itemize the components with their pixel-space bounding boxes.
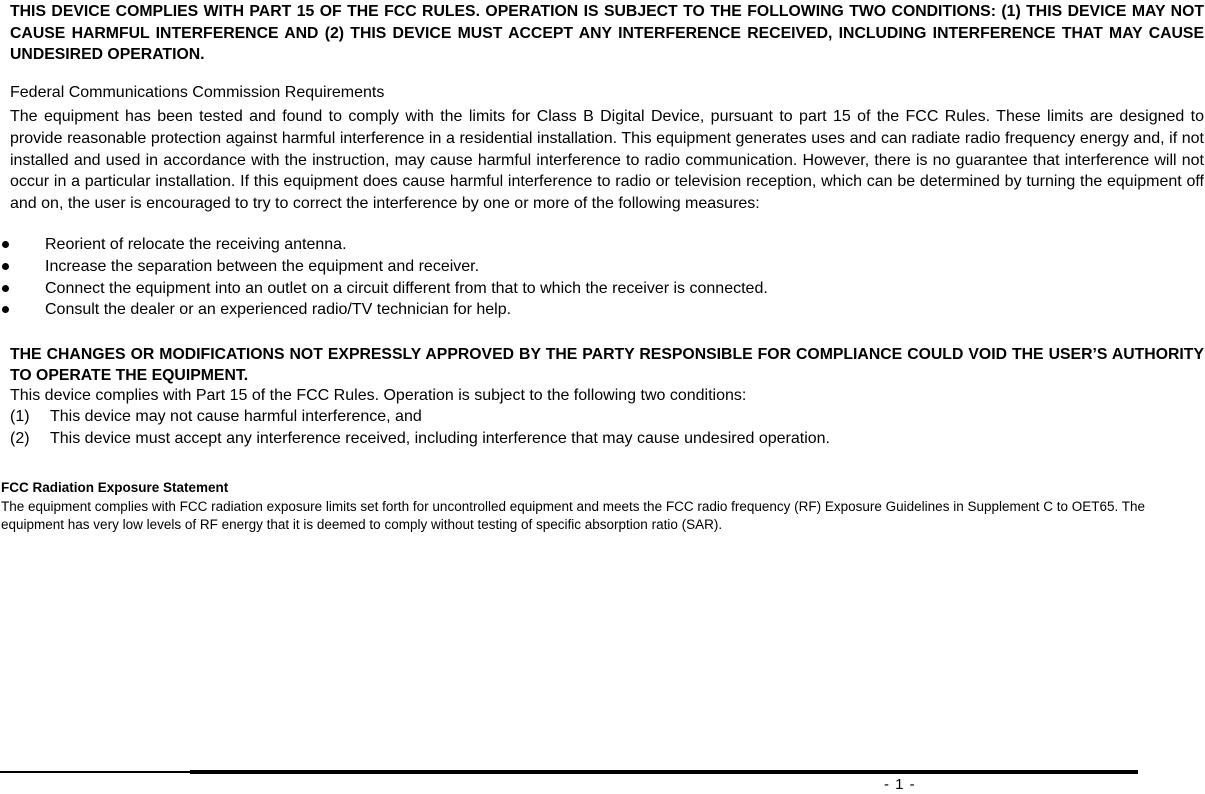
- footer-rule-thick: [190, 770, 1138, 774]
- list-item: [0, 299, 1205, 321]
- condition-number: (2): [10, 430, 30, 447]
- part15-statement: This device complies with Part 15 of the FCC Rules. Operation is subject to the following two conditions:: [10, 387, 747, 404]
- page-number: - 1 -: [884, 776, 916, 793]
- conditions-list: [10, 406, 1200, 450]
- list-item: [10, 428, 1200, 450]
- measure-text: Increase the separation between the equipment and receiver.: [45, 257, 480, 275]
- measure-text: Reorient of relocate the receiving antenna.: [45, 236, 347, 253]
- bullet-icon: [2, 263, 9, 270]
- condition-text: This device may not cause harmful interference, and: [50, 408, 422, 425]
- fcc-requirements-heading: Federal Communications Commission Requirements: [10, 84, 385, 101]
- footer-rule-thin: [0, 771, 190, 773]
- measures-list: [0, 234, 1205, 321]
- list-item: [0, 234, 1205, 256]
- intro-compliance-warning: THIS DEVICE COMPLIES WITH PART 15 OF THE FCC RULES. OPERATION IS SUBJECT TO THE FOLLOWING TWO CONDITIONS: (1) THIS DEVICE MAY NOT CAUSE HARMFUL INTERFERENCE AND (2) THIS DEVICE MUST ACCEPT ANY INTERFERENCE RECEIVED, INCLUDING INTERFERENCE THAT MAY CAUSE UNDESIRED OPERATION.: [10, 3, 1204, 64]
- condition-text: This device must accept any interference received, including interference that may cause undesired operation.: [50, 430, 830, 447]
- bullet-icon: [2, 241, 9, 248]
- rf-exposure-heading: FCC Radiation Exposure Statement: [1, 480, 229, 495]
- rf-exposure-body: The equipment complies with FCC radiation exposure limits set forth for uncontrolled equipment and meets the FCC radio frequency (RF) Exposure Guidelines in Supplement C to OET65. The equipment has very low levels of RF energy that it is deemed to comply without testing of specific absorption ratio (SAR).: [1, 499, 1146, 532]
- list-item: [0, 278, 1205, 300]
- measure-text: Consult the dealer or an experienced radio/TV technician for help.: [45, 301, 512, 319]
- measure-text: Connect the equipment into an outlet on a circuit different from that to which the receiver is connected.: [45, 279, 768, 297]
- list-item: [10, 406, 1200, 428]
- bullet-icon: [2, 306, 9, 313]
- modifications-warning: THE CHANGES OR MODIFICATIONS NOT EXPRESSLY APPROVED BY THE PARTY RESPONSIBLE FOR COMPLIANCE COULD VOID THE USER’S AUTHORITY TO OPERATE THE EQUIPMENT.: [10, 346, 1204, 384]
- bullet-icon: [2, 285, 9, 292]
- condition-number: (1): [10, 408, 30, 425]
- fcc-requirements-body: The equipment has been tested and found to comply with the limits for Class B Digital Device, pursuant to part 15 of the FCC Rules. These limits are designed to provide reasonable protection against harmful interference in a residential installation. This equipment generates uses and can radiate radio frequency energy and, if not installed and used in accordance with the instruction, may cause harmful interference to radio communication. However, there is no guarantee that interference will not occur in a particular installation. If this equipment does cause harmful interference to radio or television reception, which can be determined by turning the equipment off and on, the user is encouraged to try to correct the interference by one or more of the following measures:: [10, 108, 1204, 213]
- list-item: [0, 256, 1205, 278]
